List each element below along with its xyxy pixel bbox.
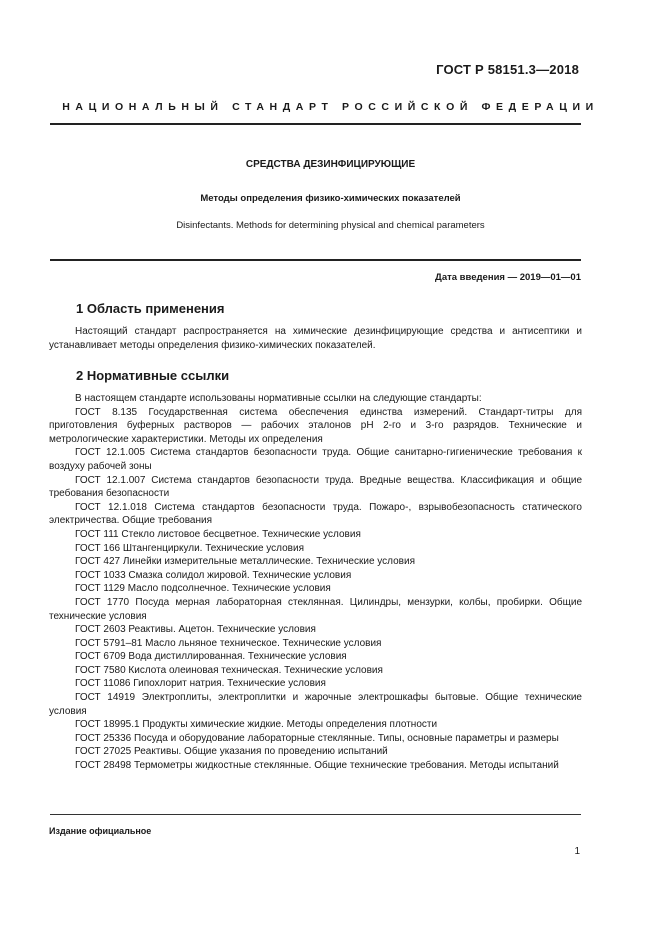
reference-item: ГОСТ 8.135 Государственная система обеспечения единства измерений. Стандарт-титры для приготовления буферных растворов — рабочих эталонов pH 2-го и 3-го разрядов. Технические и метрологические характеристики. Методы их определения [49, 406, 582, 445]
page-number: 1 [574, 846, 580, 857]
national-standard-heading: НАЦИОНАЛЬНЫЙ СТАНДАРТ РОССИЙСКОЙ ФЕДЕРАЦИИ [62, 101, 599, 113]
reference-item: ГОСТ 12.1.007 Система стандартов безопасности труда. Вредные вещества. Классификация и общие требования безопасности [49, 474, 582, 500]
section-2-heading: 2 Нормативные ссылки [76, 368, 230, 383]
gost-number: ГОСТ Р 58151.3—2018 [436, 62, 579, 77]
section-1-heading: 1 Область применения [76, 301, 225, 316]
reference-item: ГОСТ 12.1.005 Система стандартов безопасности труда. Общие санитарно-гигиенические требования к воздуху рабочей зоны [49, 447, 582, 472]
reference-item: ГОСТ 1129 Масло подсолнечное. Технические условия [75, 583, 331, 595]
document-title: СРЕДСТВА ДЕЗИНФИЦИРУЮЩИЕ [245, 159, 416, 170]
document-english-title: Disinfectants. Methods for determining physical and chemical parameters [176, 220, 485, 231]
reference-item: ГОСТ 25336 Посуда и оборудование лабораторные стеклянные. Типы, основные параметры и размеры [75, 732, 559, 744]
reference-item: ГОСТ 6709 Вода дистиллированная. Технические условия [75, 651, 347, 663]
paragraph: Настоящий стандарт распространяется на химические дезинфицирующие средства и антисептики и устанавливает методы определения физико-химических показателей. [49, 326, 582, 351]
section-1-body [49, 325, 582, 352]
footer-divider [50, 814, 581, 815]
reference-item: ГОСТ 427 Линейки измерительные металлические. Технические условия [75, 556, 415, 568]
reference-item: ГОСТ 18995.1 Продукты химические жидкие. Методы определения плотности [75, 719, 438, 731]
reference-item: ГОСТ 111 Стекло листовое бесцветное. Технические условия [75, 528, 361, 540]
reference-item: ГОСТ 28498 Термометры жидкостные стеклянные. Общие технические требования. Методы испытаний [75, 760, 559, 772]
reference-item: ГОСТ 166 Штангенциркули. Технические условия [75, 542, 304, 554]
reference-item: ГОСТ 7580 Кислота олеиновая техническая. Технические условия [75, 664, 383, 676]
reference-item: ГОСТ 1770 Посуда мерная лабораторная стеклянная. Цилиндры, мензурки, колбы, пробирки. Общие технические условия [49, 596, 582, 622]
header-divider [50, 123, 581, 125]
reference-item: ГОСТ 27025 Реактивы. Общие указания по проведению испытаний [75, 746, 388, 758]
reference-item: ГОСТ 11086 Гипохлорит натрия. Технические условия [75, 678, 326, 690]
section-2-body [49, 392, 582, 773]
title-divider [50, 259, 581, 261]
reference-item: ГОСТ 5791–81 Масло льняное техническое. Технические условия [75, 637, 382, 649]
reference-item: ГОСТ 12.1.018 Система стандартов безопасности труда. Пожаро-, взрывобезопасность статического электричества. Общие требования [49, 501, 582, 527]
paragraph: В настоящем стандарте использованы нормативные ссылки на следующие стандарты: [75, 393, 482, 404]
reference-item: ГОСТ 14919 Электроплиты, электроплитки и жарочные электрошкафы бытовые. Общие технические условия [49, 692, 582, 717]
official-edition-note: Издание официальное [49, 826, 152, 836]
reference-item: ГОСТ 2603 Реактивы. Ацетон. Технические условия [75, 624, 316, 636]
effective-date: Дата введения — 2019—01—01 [435, 272, 581, 283]
document-subtitle: Методы определения физико-химических показателей [200, 193, 461, 204]
reference-item: ГОСТ 1033 Смазка солидол жировой. Технические условия [75, 569, 352, 581]
